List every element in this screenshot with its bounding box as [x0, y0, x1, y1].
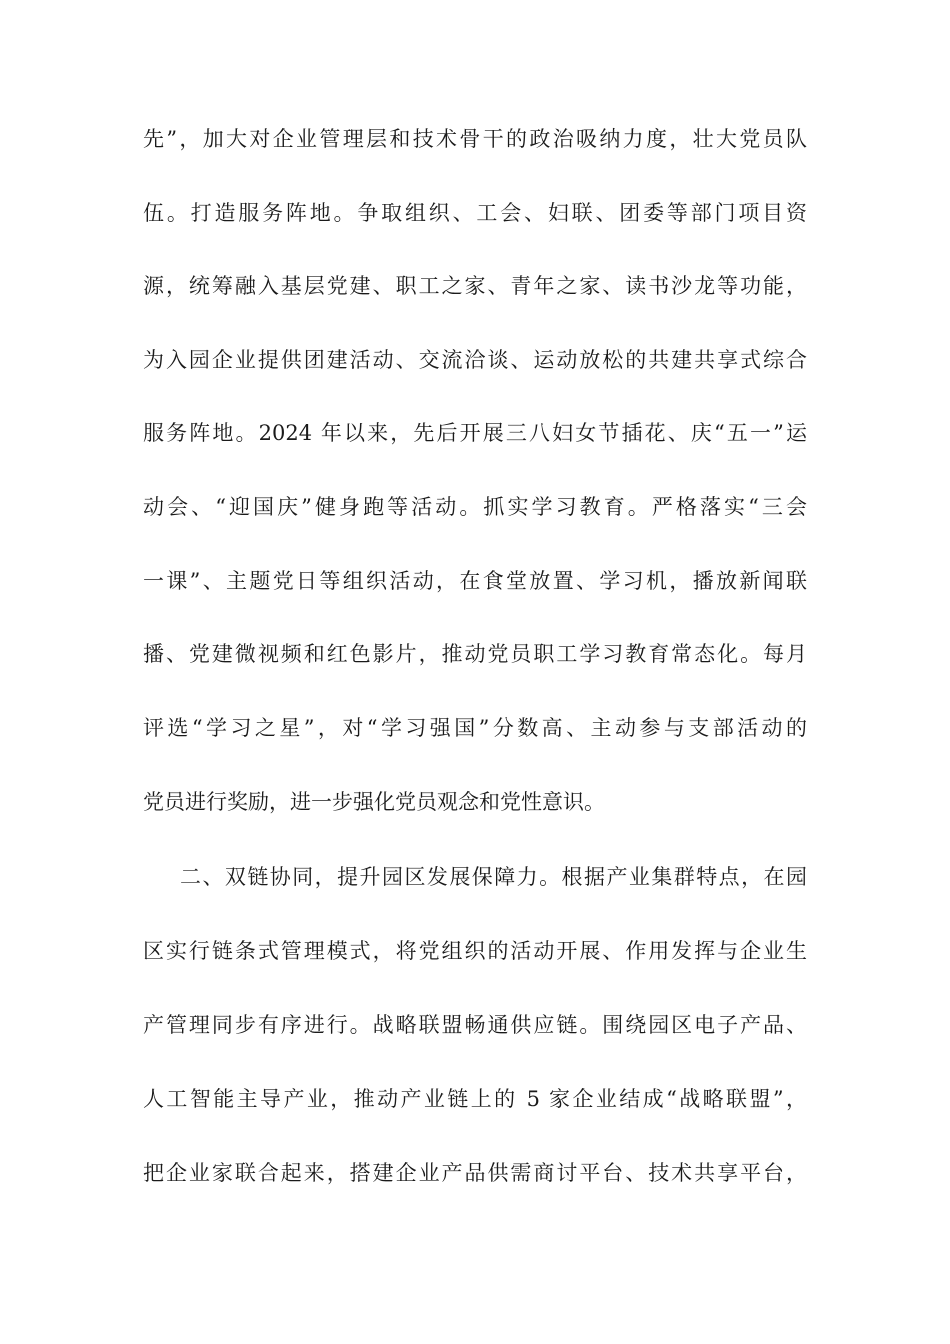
text-line: 伍。打造服务阵地。争取组织、工会、妇联、团委等部门项目资: [143, 201, 807, 225]
text-line: 一课”、主题党日等组织活动，在食堂放置、学习机，播放新闻联: [143, 569, 807, 593]
text-line: 区实行链条式管理模式，将党组织的活动开展、作用发挥与企业生: [143, 939, 807, 963]
text-line: 产管理同步有序进行。战略联盟畅通供应链。围绕园区电子产品、: [143, 1013, 807, 1037]
text-line: 播、党建微视频和红色影片，推动党员职工学习教育常态化。每月: [143, 642, 807, 666]
text-line-paragraph-end: 党员进行奖励，进一步强化党员观念和党性意识。: [143, 790, 605, 814]
text-line: 源，统筹融入基层党建、职工之家、青年之家、读书沙龙等功能，: [143, 274, 807, 298]
text-line: 评选“学习之星”，对“学习强国”分数高、主动参与支部活动的: [143, 716, 807, 740]
text-line: 人工智能主导产业，推动产业链上的 5 家企业结成“战略联盟”，: [143, 1087, 807, 1111]
section-heading-line: 二、双链协同，提升园区发展保障力。根据产业集群特点，在园: [180, 865, 807, 889]
text-line: 动会、“迎国庆”健身跑等活动。抓实学习教育。严格落实“三会: [143, 495, 807, 519]
text-line: 先”，加大对企业管理层和技术骨干的政治吸纳力度，壮大党员队: [143, 127, 807, 151]
text-line: 把企业家联合起来，搭建企业产品供需商讨平台、技术共享平台，: [143, 1161, 807, 1185]
text-line: 服务阵地。2024 年以来，先后开展三八妇女节插花、庆“五一”运: [143, 421, 807, 445]
text-line: 为入园企业提供团建活动、交流洽谈、运动放松的共建共享式综合: [143, 348, 807, 372]
